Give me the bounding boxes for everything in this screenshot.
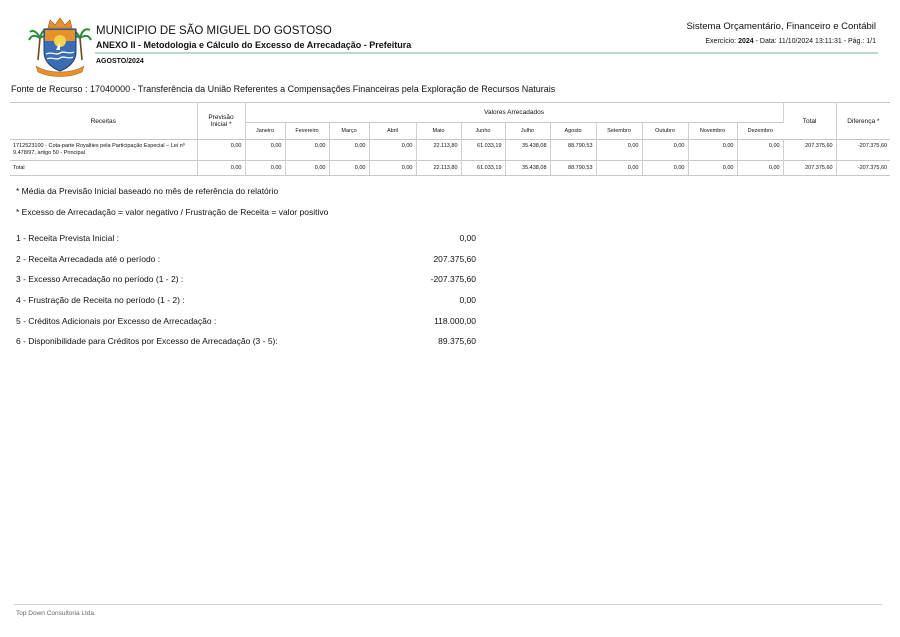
row-month-value: 0,00 [737, 161, 783, 176]
row-month-value: 0,00 [642, 140, 688, 161]
summary-label: 2 - Receita Arrecadada até o período : [16, 253, 161, 264]
row-month-value: 88.790,53 [550, 140, 596, 161]
summary-label: 5 - Créditos Adicionais por Excesso de Arrecadação : [16, 315, 217, 326]
row-month-value: 0,00 [688, 161, 737, 176]
col-month: Maio [416, 123, 461, 140]
summary-label: 6 - Disponibilidade para Créditos por Excesso de Arrecadação (3 - 5): [16, 336, 278, 347]
row-month-value: 61.033,19 [461, 140, 505, 161]
note-excesso: * Excesso de Arrecadação = valor negativo / Frustração de Receita = valor positivo [16, 207, 329, 217]
col-month: Junho [461, 123, 505, 140]
summary-item [16, 290, 476, 311]
col-month: Fevereiro [285, 123, 329, 140]
row-month-value: 0,00 [245, 161, 285, 176]
summary-label: 4 - Frustração de Receita no período (1 - 2) : [16, 295, 185, 306]
summary-value: 0,00 [459, 295, 476, 306]
col-month: Janeiro [245, 123, 285, 140]
municipality-name: MUNICIPIO DE SÃO MIGUEL DO GOSTOSO [96, 25, 332, 37]
row-diferenca: -207.375,60 [836, 161, 890, 176]
row-month-value: 35.438,08 [505, 161, 550, 176]
row-month-value: 61.033,19 [461, 161, 505, 176]
exercise-year: 2024 [738, 38, 754, 45]
row-month-value: 0,00 [642, 161, 688, 176]
row-month-value: 0,00 [329, 161, 369, 176]
col-month: Novembro [688, 123, 737, 140]
row-month-value: 0,00 [245, 140, 285, 161]
report-period: AGOSTO/2024 [96, 58, 144, 65]
summary-item [16, 310, 476, 331]
note-previsao: * Média da Previsão Inicial baseado no mês de referência do relatório [16, 186, 279, 196]
col-month: Dezembro [737, 123, 783, 140]
col-valores-arrecadados: Valores Arrecadados [245, 103, 783, 123]
row-month-value: 0,00 [688, 140, 737, 161]
header-divider [95, 52, 878, 54]
table-body [10, 140, 890, 176]
row-month-value: 35.438,08 [505, 140, 550, 161]
row-month-value: 0,00 [369, 140, 416, 161]
row-month-value: 0,00 [737, 140, 783, 161]
col-month: Outubro [642, 123, 688, 140]
revenue-table [10, 102, 890, 176]
summary-value: 207.375,60 [433, 253, 476, 264]
row-month-value: 88.790,53 [550, 161, 596, 176]
report-title: ANEXO II - Metodologia e Cálculo do Excesso de Arrecadação - Prefeitura [96, 40, 412, 50]
col-month: Julho [505, 123, 550, 140]
summary-value: 118.000,00 [434, 315, 476, 326]
col-diferenca: Diferença * [836, 103, 890, 140]
summary-value: -207.375,60 [430, 274, 476, 285]
system-name: Sistema Orçamentário, Financeiro e Contábil [686, 21, 876, 32]
summary-label: 1 - Receita Prevista Inicial : [16, 233, 119, 244]
summary-label: 3 - Excesso Arrecadação no período (1 - 2) : [16, 274, 184, 285]
summary-item [16, 249, 476, 270]
row-month-value: 0,00 [596, 161, 642, 176]
summary-item [16, 228, 476, 249]
row-month-value: 22.113,80 [416, 140, 461, 161]
row-total: 207.375,60 [783, 140, 836, 161]
row-month-value: 0,00 [369, 161, 416, 176]
table-row [10, 140, 890, 161]
col-month: Setembro [596, 123, 642, 140]
row-previsao: 0,00 [197, 161, 245, 176]
col-receitas: Receitas [10, 103, 197, 140]
report-meta [686, 36, 876, 47]
municipal-coat-of-arms-icon [28, 16, 92, 78]
row-diferenca: -207.375,60 [836, 140, 890, 161]
date-page-info: - Data: 11/10/2024 13:11:31 - Pág.: 1/1 [755, 38, 876, 45]
row-description: Total [10, 161, 197, 176]
header-right [686, 21, 876, 47]
footer-divider [14, 604, 882, 605]
col-month: Março [329, 123, 369, 140]
footer-company: Top Down Consultoria Ltda. [16, 610, 96, 617]
summary-item [16, 331, 476, 352]
table-total-row [10, 161, 890, 176]
summary-value: 0,00 [459, 233, 476, 244]
header-left [96, 25, 411, 51]
col-previsao: Previsão Inicial * [197, 103, 245, 140]
exercise-label: Exercício: [705, 38, 737, 45]
col-month: Agosto [550, 123, 596, 140]
row-month-value: 0,00 [285, 140, 329, 161]
row-month-value: 0,00 [596, 140, 642, 161]
summary-list [16, 228, 476, 352]
row-month-value: 0,00 [329, 140, 369, 161]
row-month-value: 0,00 [285, 161, 329, 176]
col-total: Total [783, 103, 836, 140]
row-total: 207.375,60 [783, 161, 836, 176]
row-month-value: 22.113,80 [416, 161, 461, 176]
summary-item [16, 269, 476, 290]
col-month: Abril [369, 123, 416, 140]
row-previsao: 0,00 [197, 140, 245, 161]
resource-source: Fonte de Recurso : 17040000 - Transferência da União Referentes a Compensações Financeiras pela Exploração de Recursos Naturais [11, 84, 556, 94]
row-description: 1712523100 - Cota-parte Royalties pela Participação Especial – Lei nº 9.478/97, artigo 50 - Principal [10, 140, 197, 161]
summary-value: 89.375,60 [438, 336, 476, 347]
